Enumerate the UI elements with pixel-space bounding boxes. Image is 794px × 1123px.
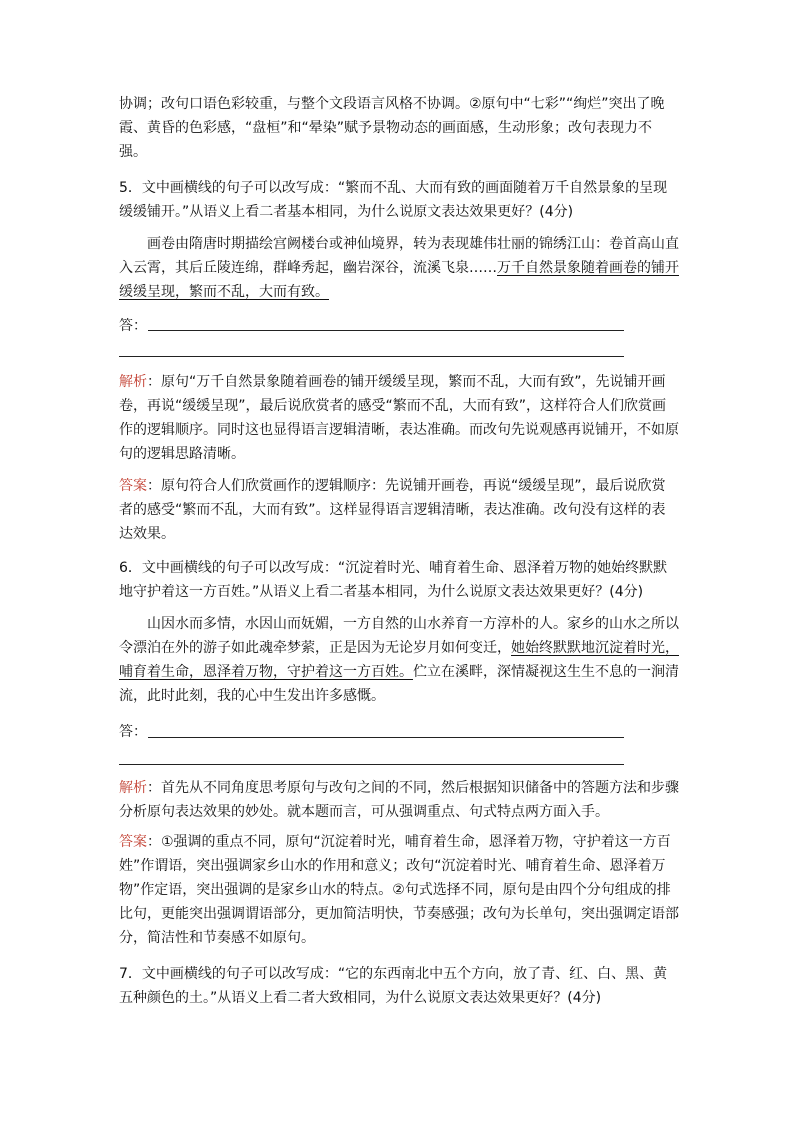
q5-passage-text: 画卷由隋唐时期描绘宫阙楼台或神仙境界，转为表现雄伟壮丽的锦绣江山：卷首高山直入云霄，其后丘陵连绵，群峰秀起，幽岩深谷，流溪飞泉…… <box>119 236 679 276</box>
q7-stem: 7．文中画横线的句子可以改写成：“它的东西南北中五个方向，放了青、红、白、黑、黄五种颜色的土。”从语义上看二者大致相同，为什么说原文表达效果更好？(4分) <box>119 966 668 1006</box>
q5-key <box>119 474 679 546</box>
q5-answer-line-1[interactable] <box>148 330 624 331</box>
q5-key-label: 答案 <box>119 478 147 494</box>
q6-answer-label: 答： <box>119 724 147 740</box>
q5-analysis <box>119 370 679 466</box>
q6-underlined-sentence: 她始终默默地沉淀着时光，哺育着生命，恩泽着万物，守护着这一方百姓。 <box>119 640 679 680</box>
q6-stem: 6．文中画横线的句子可以改写成：“沉淀着时光、哺育着生命、恩泽着万物的她始终默默地守护着这一方百姓。”从语义上看二者基本相同，为什么说原文表达效果更好？(4分) <box>119 560 668 600</box>
q6-passage-before: 山因水而多情，水因山而妩媚，一方自然的山水养育一方淳朴的人。家乡的山水之所以令漂泊在外的游子如此魂牵梦萦，正是因为无论岁月如何变迁， <box>119 616 679 656</box>
q5-passage <box>119 232 679 304</box>
q6-key-text: ：①强调的重点不同，原句“沉淀着时光，哺育着生命，恩泽着万物，守护着这一方百姓”作谓语，突出强调家乡山水的作用和意义；改句“沉淀着时光、哺育着生命、恩泽着万物”作定语，突出强调的是家乡山水的特点。②句式选择不同，原句是由四个分句组成的排比句，更能突出强调谓语部分，更加简洁明快，节奏感强；改句为长单句，突出强调定语部分，简洁性和节奏感不如原句。 <box>119 834 679 946</box>
q6-analysis-label: 解析 <box>119 780 147 796</box>
q6-answer-line-2[interactable] <box>119 764 624 765</box>
q5-stem: 5．文中画横线的句子可以改写成：“繁而不乱、大而有致的画面随着万千自然景象的呈现缓缓铺开。”从语义上看二者基本相同，为什么说原文表达效果更好？(4分) <box>119 180 668 220</box>
q6-analysis-text: ：首先从不同角度思考原句与改句之间的不同，然后根据知识储备中的答题方法和步骤分析原句表达效果的妙处。就本题而言，可从强调重点、句式特点两方面入手。 <box>119 780 679 820</box>
q5-analysis-text: ：原句“万千自然景象随着画卷的铺开缓缓呈现，繁而不乱，大而有致”，先说铺开画卷，再说“缓缓呈现”，最后说欣赏者的感受“繁而不乱，大而有致”，这样符合人们欣赏画作的逻辑顺序。同时这也显得语言逻辑清晰，表达准确。而改句先说观感再说铺开，不如原句的逻辑思路清晰。 <box>119 374 679 462</box>
q4-answer-continuation: 协调；改句口语色彩较重，与整个文段语言风格不协调。②原句中“七彩”“绚烂”突出了晚霞、黄昏的色彩感，“盘桓”和“晕染”赋予景物动态的画面感，生动形象；改句表现力不强。 <box>119 96 665 160</box>
q6-key <box>119 830 679 950</box>
q5-answer-line-2[interactable] <box>119 356 624 357</box>
q6-answer-line-1[interactable] <box>148 737 624 738</box>
q6-key-label: 答案 <box>119 834 147 850</box>
q5-analysis-label: 解析 <box>119 374 147 390</box>
q5-key-text: ：原句符合人们欣赏画作的逻辑顺序：先说铺开画卷，再说“缓缓呈现”，最后说欣赏者的感受“繁而不乱，大而有致”。这样显得语言逻辑清晰，表达准确。改句没有这样的表达效果。 <box>119 478 666 542</box>
q5-underlined-sentence: 万千自然景象随着画卷的铺开缓缓呈现，繁而不乱，大而有致。 <box>119 260 679 300</box>
q5-answer-label: 答： <box>119 318 147 334</box>
q6-passage-after: 伫立在溪畔，深情凝视这生生不息的一涧清流，此时此刻，我的心中生发出许多感慨。 <box>119 664 679 704</box>
q6-analysis <box>119 776 679 824</box>
q6-passage <box>119 612 679 708</box>
